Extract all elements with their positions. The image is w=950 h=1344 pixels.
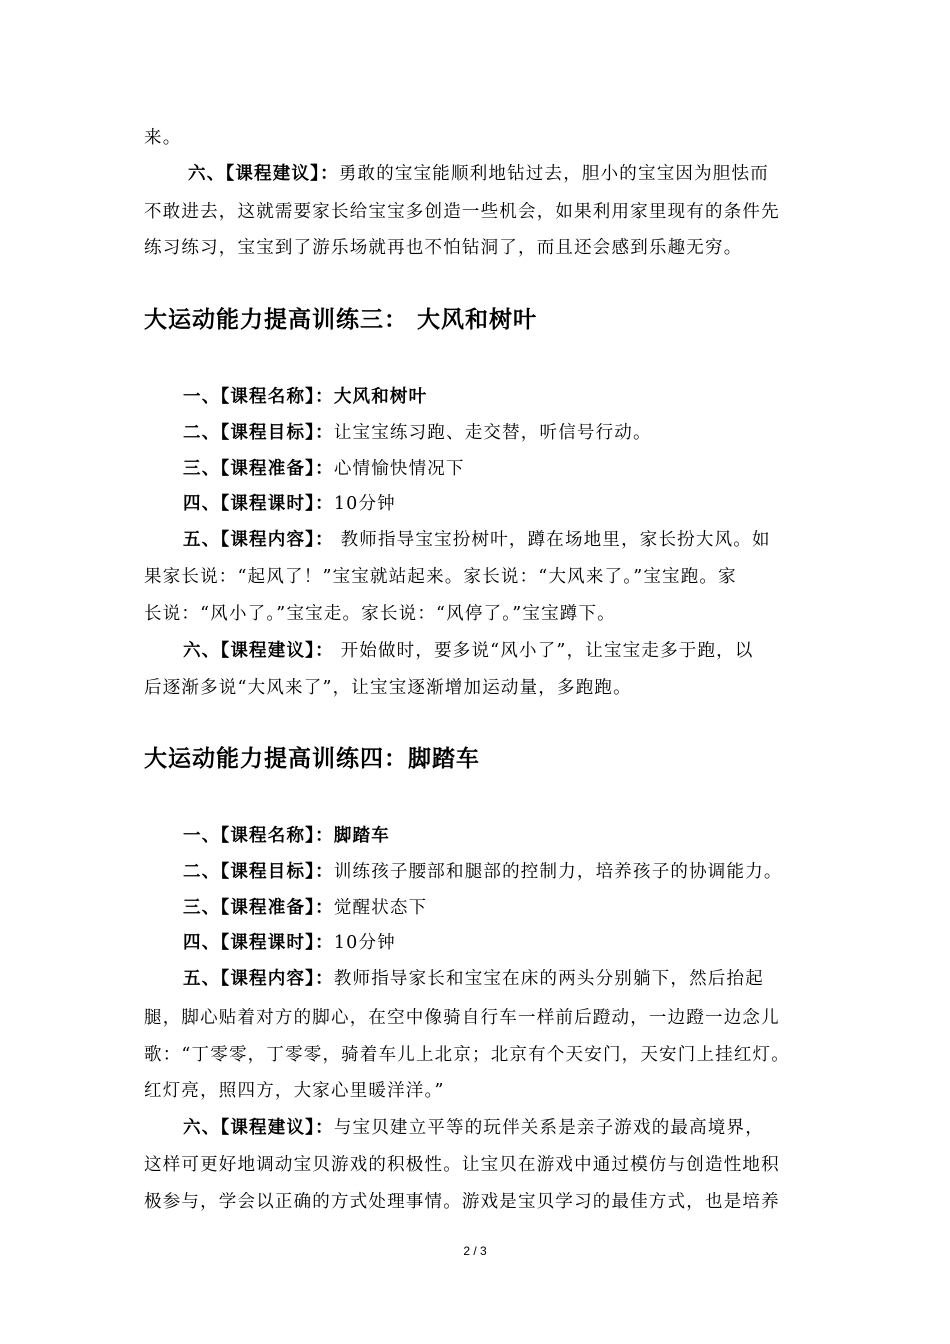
suggestion-item <box>188 162 814 186</box>
course-content-item <box>183 967 814 991</box>
paragraph-line: 来。 <box>144 128 182 148</box>
paragraph-line: 这样可更好地调动宝贝游戏的积极性。让宝贝在游戏中通过模仿与创造性地积 <box>144 1155 780 1175</box>
paragraph-line: 腿，脚心贴着对方的脚心，在空中像骑自行车一样前后蹬动，一边蹬一边念儿 <box>144 1008 780 1028</box>
item-label: 三、【课程准备】： <box>183 459 334 479</box>
item-label: 一、【课程名称】： <box>183 826 334 846</box>
item-label: 四、【课程课时】： <box>183 494 334 514</box>
paragraph-line: 练习练习，宝宝到了游乐场就再也不怕钻洞了，而且还会感到乐趣无穷。 <box>144 238 743 258</box>
course-prep-item <box>183 457 814 481</box>
paragraph-line: 极参与，学会以正确的方式处理事情。游戏是宝贝学习的最佳方式，也是培养 <box>144 1192 780 1212</box>
course-content-item <box>183 528 814 552</box>
item-label: 一、【课程名称】： <box>183 387 334 407</box>
item-value: 让宝宝练习跑、走交替，听信号行动。 <box>333 423 652 443</box>
item-value: 10分钟 <box>333 933 396 953</box>
course-goal-item <box>183 421 814 445</box>
item-label: 六、【课程建议】： <box>183 1118 334 1138</box>
item-value: 觉醒状态下 <box>333 898 428 918</box>
item-text: 与宝贝建立平等的玩伴关系是亲子游戏的最高境界， <box>333 1118 764 1138</box>
course-time-item <box>183 931 814 955</box>
course-name-item <box>183 385 814 409</box>
item-label: 五、【课程内容】： <box>183 530 334 550</box>
course-goal-item <box>183 860 814 884</box>
item-value: 10分钟 <box>333 494 396 514</box>
course-time-item <box>183 492 814 516</box>
item-label: 二、【课程目标】： <box>183 862 334 882</box>
course-suggestion-item <box>183 1116 814 1140</box>
item-label: 三、【课程准备】： <box>183 898 334 918</box>
item-label: 五、【课程内容】： <box>183 969 334 989</box>
item-text: 教师指导宝宝扮树叶，蹲在场地里，家长扮大风。如 <box>333 530 771 550</box>
page-number: 2 / 3 <box>463 1244 487 1258</box>
section-heading: 大运动能力提高训练三： 大风和树叶 <box>144 306 538 333</box>
paragraph-line: 歌：“丁零零，丁零零，骑着车儿上北京；北京有个天安门，天安门上挂红灯。 <box>144 1045 790 1065</box>
item-text: 开始做时，要多说“风小了”，让宝宝走多于跑，以 <box>333 641 754 661</box>
course-name-item <box>183 824 814 848</box>
item-label: 四、【课程课时】： <box>183 933 334 953</box>
item-value: 脚踏车 <box>333 826 390 846</box>
item-value: 心情愉快情况下 <box>333 459 465 479</box>
paragraph-line: 长说：“风小了。”宝宝走。家长说：“风停了。”宝宝蹲下。 <box>144 604 616 624</box>
item-value: 大风和树叶 <box>333 387 428 407</box>
item-text: 勇敢的宝宝能顺利地钻过去，胆小的宝宝因为胆怯而 <box>338 164 769 184</box>
item-label: 六、【课程建议】： <box>183 641 334 661</box>
paragraph-line: 红灯亮，照四方，大家心里暖洋洋。” <box>144 1081 445 1101</box>
paragraph-line: 不敢进去，这就需要家长给宝宝多创造一些机会，如果利用家里现有的条件先 <box>144 202 780 222</box>
course-prep-item <box>183 896 814 920</box>
item-label: 六、【课程建议】： <box>188 164 339 184</box>
paragraph-line: 果家长说：“起风了！”宝宝就站起来。家长说：“大风来了。”宝宝跑。家 <box>144 567 737 587</box>
item-label: 二、【课程目标】： <box>183 423 334 443</box>
section-heading: 大运动能力提高训练四：脚踏车 <box>144 745 480 772</box>
course-suggestion-item <box>183 639 814 663</box>
item-value: 训练孩子腰部和腿部的控制力，培养孩子的协调能力。 <box>333 862 783 882</box>
item-text: 教师指导家长和宝宝在床的两头分别躺下，然后抬起 <box>333 969 764 989</box>
paragraph-line: 后逐渐多说“大风来了”，让宝宝逐渐增加运动量，多跑跑。 <box>144 678 632 698</box>
